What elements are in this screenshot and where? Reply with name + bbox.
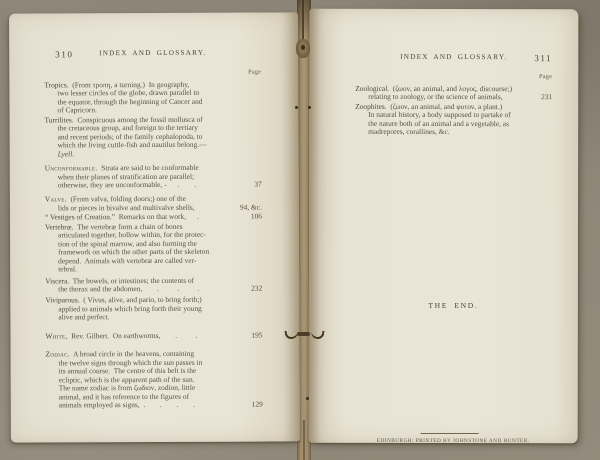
entry-headword: Unconformable. — [44, 163, 98, 173]
page-column-label: Page — [248, 68, 262, 76]
entry-line: Viviparous. ( Vivus, alive, and pario, to bring forth;) — [45, 295, 202, 305]
entry-line: The name zodiac is from ζωδιον, zodion, little — [58, 382, 196, 393]
entry-line: the cretaceous group, and foreign to the tertiary — [57, 123, 198, 133]
page-number: 310 — [55, 49, 74, 60]
entry-line: two lesser circles of the globe, drawn parallel to — [57, 88, 200, 98]
entry-headword: “ Vestiges of Creation.” — [44, 212, 116, 222]
entry-headword: Valve. — [44, 194, 67, 204]
imprint-rule — [421, 433, 479, 434]
entry-headword: Zodiac. — [45, 349, 70, 359]
entry-headword: Zoological. — [355, 83, 390, 93]
glossary-entry — [45, 115, 262, 158]
right-page-text-column — [309, 53, 579, 460]
entry-line: lids or pieces in bivalve and multivalve shells, 94, &c. — [57, 202, 262, 213]
entry-line: when their planes of stratification are parallel; — [57, 171, 195, 181]
page-ref: 232 — [251, 283, 263, 293]
page-column-label: Page — [539, 73, 553, 81]
page-ref: 37 — [254, 179, 262, 189]
page-ref: 106 — [250, 211, 262, 221]
printer-imprint: EDINBURGH: PRINTED BY JOHNSTONE AND HUNTER. — [376, 437, 530, 445]
glossary-entry — [46, 350, 263, 410]
page-ref: 195 — [251, 330, 263, 340]
entry-line: ecliptic, which is the apparent path of the sun. — [58, 374, 195, 385]
entry-line: tebral. — [58, 264, 77, 274]
entry-headword: White, — [45, 331, 68, 341]
entry-line: tion of the spinal marrow, and also forming the — [58, 238, 197, 249]
entry-headword: Turrilites. — [44, 115, 74, 125]
entry-headword: Vertebræ. — [44, 222, 74, 232]
entry-line: animal, and it has reference to the figures of — [58, 391, 190, 401]
the-end-text: THE END. — [428, 300, 479, 311]
entry-line: madrepores, corallines, &c. — [368, 127, 450, 137]
left-page-text-column — [9, 48, 300, 460]
glossary-entry — [44, 81, 261, 116]
entry-line: the equator, through the beginning of Cancer and — [57, 96, 203, 107]
glossary-entry — [45, 164, 262, 190]
glossary-entries — [44, 81, 262, 410]
entry-line: Zoophites. (ζωον, an animal, and φυτον, a plant.) — [355, 101, 503, 112]
entry-headword: Tropics. — [44, 80, 69, 90]
glossary-entries — [355, 85, 552, 137]
glossary-entry — [355, 85, 552, 102]
entry-line: Lyell. — [57, 148, 75, 159]
entry-line: the thorax and the abdomen, . . . 232 — [58, 283, 263, 294]
entry-line: animals employed as signs, . . . . 129 — [58, 399, 263, 410]
entry-line: the nature both of an animal and a vegetable, as — [368, 118, 509, 128]
entry-line: alive and perfect. — [58, 312, 110, 322]
entry-line: otherwise, they are unconformable, - . . 37 — [57, 179, 262, 190]
entry-headword: Viviparous. — [45, 295, 80, 305]
entry-line: the twelve signs through which the sun passes in — [58, 357, 203, 368]
page-ref: 129 — [251, 399, 263, 409]
entry-line: Turrilites. Conspicuous among the fossil mollusca of — [44, 114, 203, 125]
entry-line: In natural history, a body supposed to partake of — [368, 110, 511, 120]
entry-line: of Capricorn. — [57, 105, 97, 115]
entry-line: White, Rev. Gilbert. On earthworms, . . 195 — [45, 330, 263, 341]
entry-headword: Zoophites. — [355, 101, 387, 111]
page-number: 311 — [534, 53, 553, 64]
entry-line: Valve. (From valva, folding doors;) one of the — [44, 194, 187, 204]
glossary-entry — [45, 331, 262, 340]
right-page — [309, 9, 579, 443]
page-ref: 94, &c. — [239, 202, 262, 212]
entry-headword: Viscera. — [45, 275, 70, 285]
entry-line: “ Vestiges of Creation.” Remarks on that work, . 106 — [44, 211, 262, 222]
glossary-entry — [45, 195, 262, 213]
entry-line: which the living cuttle-fish and nautilus belong.— — [57, 139, 207, 150]
running-title: INDEX AND GLOSSARY. — [99, 48, 207, 58]
entry-line: Vertebræ. The vertebræ form a chain of bones — [44, 221, 183, 232]
entry-line: its annual course. The centre of this belt is the — [58, 365, 197, 376]
entry-line: Viscera. The bowels, or intestines; the contents of — [45, 275, 195, 285]
page-ref: 231 — [541, 92, 553, 102]
glossary-entry — [45, 296, 262, 322]
glossary-entry — [45, 213, 262, 222]
entry-line: articulated together, hollow within, for the protec- — [58, 230, 206, 240]
entry-line: Tropics. (From τροπη, a turning.) In geography, — [44, 79, 190, 90]
entry-line: applied to animals which bring forth their young — [58, 303, 202, 314]
entry-line: Unconformable. Strata are said to be conformable — [44, 162, 199, 173]
glossary-entry — [45, 222, 262, 274]
running-title: INDEX AND GLOSSARY. — [400, 52, 508, 62]
running-head — [355, 53, 552, 64]
left-page — [9, 12, 300, 442]
running-head — [44, 49, 261, 61]
entry-line: framework on which the other parts of the skeleton — [58, 246, 210, 257]
entry-line: Zoological. (ζωον, an animal, and λογος, discourse;) — [355, 83, 513, 94]
entry-line: and recent periods; of the family cephalopoda, to — [57, 131, 203, 142]
glossary-entry — [45, 276, 262, 294]
glossary-entry — [355, 103, 552, 137]
entry-line: Zodiac. A broad circle in the heavens, containing — [45, 349, 195, 359]
entry-line: depend. Animals with vertebræ are called ver- — [58, 255, 197, 266]
entry-line: relating to zoology, or the science of animals, 231 — [368, 92, 553, 102]
